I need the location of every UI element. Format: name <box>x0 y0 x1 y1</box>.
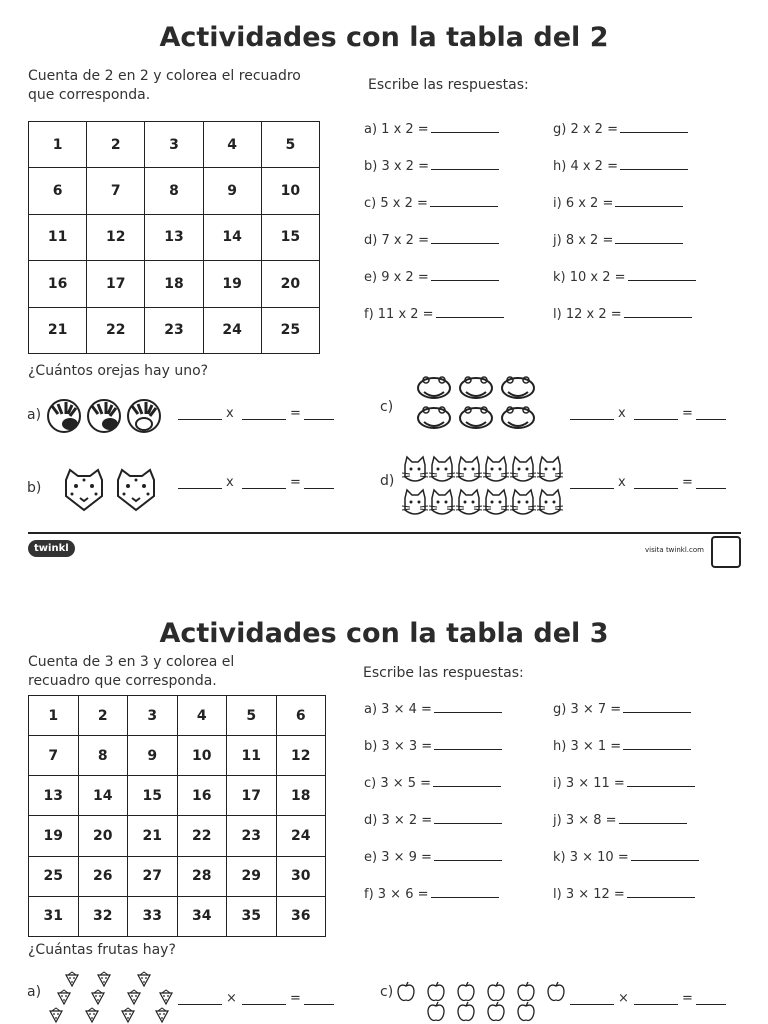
answer-blank[interactable] <box>431 156 499 170</box>
answer-blank[interactable] <box>434 810 502 824</box>
answer-blank[interactable] <box>433 773 501 787</box>
grid-cell[interactable]: 8 <box>78 736 128 776</box>
strawberry-icon <box>50 1008 62 1022</box>
question-item <box>553 773 695 791</box>
equals-symbol: = <box>290 406 301 421</box>
product-blank[interactable] <box>304 409 334 420</box>
cat-group <box>402 455 568 523</box>
question-item <box>364 736 502 754</box>
cheetah-group <box>60 466 160 512</box>
apple-icon <box>458 1002 474 1021</box>
apple-icon <box>518 982 534 1001</box>
grid-cell[interactable]: 10 <box>177 736 227 776</box>
grid-cell[interactable]: 23 <box>145 307 203 353</box>
factor-blank[interactable] <box>242 994 286 1005</box>
instruction-line: Cuenta de 2 en 2 y colorea el recuadro <box>28 68 301 84</box>
grid-cell[interactable]: 6 <box>276 696 326 736</box>
grid-row <box>29 896 326 936</box>
grid-cell[interactable]: 12 <box>276 736 326 776</box>
cat-icon <box>456 457 482 481</box>
equals-symbol: = <box>290 991 301 1006</box>
question-text: c) 5 x 2 = <box>364 196 428 211</box>
hippo-icon <box>460 407 492 428</box>
times-symbol: × <box>226 991 237 1006</box>
question-item <box>553 699 691 717</box>
hippo-icon <box>418 407 450 428</box>
apple-icon <box>428 982 444 1001</box>
factor-blank[interactable] <box>570 409 614 420</box>
grid-row <box>29 816 326 856</box>
cat-icon <box>456 490 482 514</box>
grid-cell[interactable]: 14 <box>203 214 261 260</box>
answer-blank[interactable] <box>628 267 696 281</box>
answer-blank[interactable] <box>434 699 502 713</box>
instruction-line: que corresponda. <box>28 87 151 103</box>
question-item <box>553 267 696 285</box>
grid-cell[interactable]: 31 <box>29 896 79 936</box>
strawberry-icon <box>122 1008 134 1022</box>
product-blank[interactable] <box>304 994 334 1005</box>
grid-cell[interactable]: 3 <box>145 122 203 168</box>
zebra-group <box>44 396 168 436</box>
question-item <box>553 736 691 754</box>
grid-cell[interactable]: 19 <box>203 261 261 307</box>
grid-row <box>29 776 326 816</box>
apple-icon <box>458 982 474 1001</box>
zebra-icon <box>88 400 120 432</box>
question-text: k) 3 × 10 = <box>553 850 629 865</box>
grid-cell[interactable]: 32 <box>78 896 128 936</box>
item-letter: a) <box>27 984 42 1000</box>
grid-cell[interactable]: 20 <box>261 261 319 307</box>
grid-cell[interactable]: 5 <box>261 122 319 168</box>
grid-cell[interactable]: 22 <box>87 307 145 353</box>
question-item <box>553 156 688 174</box>
question-item <box>364 119 499 137</box>
grid-cell[interactable]: 30 <box>276 856 326 896</box>
grid-cell[interactable]: 26 <box>78 856 128 896</box>
answer-blank[interactable] <box>631 847 699 861</box>
grid-cell[interactable]: 11 <box>227 736 277 776</box>
question-text: j) 8 x 2 = <box>553 233 614 248</box>
grid-cell[interactable]: 22 <box>177 816 227 856</box>
hippo-icon <box>502 377 534 398</box>
answer-blank[interactable] <box>431 230 499 244</box>
hippo-icon <box>460 377 492 398</box>
factor-blank[interactable] <box>570 994 614 1005</box>
grid-cell[interactable]: 20 <box>78 816 128 856</box>
grid-cell[interactable]: 2 <box>87 122 145 168</box>
question-text: c) 3 × 5 = <box>364 776 432 791</box>
item-letter: b) <box>27 480 42 496</box>
question-text: h) 3 × 1 = <box>553 739 622 754</box>
factor-blank[interactable] <box>242 409 286 420</box>
question-text: d) 3 × 2 = <box>364 813 433 828</box>
answer-blank[interactable] <box>434 736 502 750</box>
apple-icon <box>548 982 564 1001</box>
question-text: l) 3 × 12 = <box>553 887 625 902</box>
answer-blank[interactable] <box>620 156 688 170</box>
item-letter: c) <box>380 984 394 1000</box>
factor-blank[interactable] <box>634 994 678 1005</box>
question-text: e) 3 × 9 = <box>364 850 432 865</box>
question-item <box>553 119 688 137</box>
cat-icon <box>537 457 563 481</box>
strawberry-icon <box>66 972 78 986</box>
strawberry-icon <box>92 990 104 1004</box>
grid-cell[interactable]: 28 <box>177 856 227 896</box>
grid-cell[interactable]: 10 <box>261 168 319 214</box>
grid-cell[interactable]: 9 <box>203 168 261 214</box>
question-item <box>553 884 695 902</box>
times-symbol: x <box>618 406 626 421</box>
strawberry-icon <box>156 1008 168 1022</box>
page-title: Actividades con la tabla del 3 <box>159 618 609 649</box>
number-grid <box>28 695 326 937</box>
product-blank[interactable] <box>696 409 726 420</box>
grid-cell[interactable]: 34 <box>177 896 227 936</box>
grid-cell[interactable]: 21 <box>29 307 87 353</box>
question-item <box>364 193 498 211</box>
question-item <box>364 267 499 285</box>
factor-blank[interactable] <box>634 409 678 420</box>
grid-cell[interactable]: 13 <box>145 214 203 260</box>
answer-blank[interactable] <box>431 119 499 133</box>
grid-cell[interactable]: 9 <box>128 736 178 776</box>
factor-blank[interactable] <box>178 478 222 489</box>
grid-cell[interactable]: 33 <box>128 896 178 936</box>
question-item <box>364 810 502 828</box>
answer-blank[interactable] <box>619 810 687 824</box>
cat-icon <box>537 490 563 514</box>
cat-icon <box>402 457 428 481</box>
question-item <box>364 884 499 902</box>
apple-icon <box>488 982 504 1001</box>
answer-blank[interactable] <box>436 304 504 318</box>
factor-blank[interactable] <box>242 478 286 489</box>
grid-cell[interactable]: 3 <box>128 696 178 736</box>
grid-cell[interactable]: 1 <box>29 696 79 736</box>
hippo-group <box>414 374 546 436</box>
apple-icon <box>488 1002 504 1021</box>
cheetah-icon <box>66 470 102 510</box>
grid-cell[interactable]: 14 <box>78 776 128 816</box>
equals-symbol: = <box>682 406 693 421</box>
strawberry-icon <box>86 1008 98 1022</box>
apple-icon <box>518 1002 534 1021</box>
question-text: a) 3 × 4 = <box>364 702 432 717</box>
grid-row <box>29 122 320 168</box>
question-item <box>364 847 502 865</box>
question-item <box>553 230 683 248</box>
factor-blank[interactable] <box>570 478 614 489</box>
question-text: j) 3 × 8 = <box>553 813 617 828</box>
cat-icon <box>510 457 536 481</box>
item-letter: a) <box>27 407 42 423</box>
question-item <box>553 304 692 322</box>
grid-instruction <box>28 653 234 691</box>
answer-blank[interactable] <box>623 736 691 750</box>
strawberry-icon <box>160 990 172 1004</box>
question-item <box>364 699 502 717</box>
times-symbol: x <box>618 475 626 490</box>
item-letter: d) <box>380 473 395 489</box>
question-text: e) 9 x 2 = <box>364 270 429 285</box>
question-text: f) 11 x 2 = <box>364 307 434 322</box>
answers-heading: Escribe las respuestas: <box>368 77 529 93</box>
grid-cell[interactable]: 2 <box>78 696 128 736</box>
grid-cell[interactable]: 1 <box>29 122 87 168</box>
equals-symbol: = <box>682 475 693 490</box>
answer-blank[interactable] <box>627 773 695 787</box>
answers-heading: Escribe las respuestas: <box>363 665 524 681</box>
question-text: g) 2 x 2 = <box>553 122 618 137</box>
cat-icon <box>483 457 509 481</box>
cat-icon <box>483 490 509 514</box>
grid-cell[interactable]: 27 <box>128 856 178 896</box>
grid-cell[interactable]: 36 <box>276 896 326 936</box>
hippo-icon <box>502 407 534 428</box>
grid-cell[interactable]: 18 <box>145 261 203 307</box>
question-item <box>553 193 683 211</box>
hippo-icon <box>418 377 450 398</box>
answer-blank[interactable] <box>431 267 499 281</box>
grid-cell[interactable]: 35 <box>227 896 277 936</box>
times-symbol: × <box>618 991 629 1006</box>
answer-blank[interactable] <box>623 699 691 713</box>
answer-blank[interactable] <box>615 193 683 207</box>
grid-row <box>29 736 326 776</box>
question-text: b) 3 × 3 = <box>364 739 433 754</box>
grid-cell[interactable]: 15 <box>261 214 319 260</box>
grid-cell[interactable]: 16 <box>29 261 87 307</box>
instruction-line: recuadro que corresponda. <box>28 673 217 689</box>
number-grid <box>28 121 320 354</box>
grid-cell[interactable]: 7 <box>29 736 79 776</box>
answer-blank[interactable] <box>624 304 692 318</box>
product-blank[interactable] <box>696 478 726 489</box>
grid-cell[interactable]: 18 <box>276 776 326 816</box>
cat-icon <box>429 490 455 514</box>
grid-cell[interactable]: 4 <box>203 122 261 168</box>
question-item <box>364 304 504 322</box>
item-letter: c) <box>380 399 394 415</box>
grid-row <box>29 261 320 307</box>
answer-blank[interactable] <box>627 884 695 898</box>
grid-cell[interactable]: 19 <box>29 816 79 856</box>
grid-cell[interactable]: 5 <box>227 696 277 736</box>
factor-blank[interactable] <box>178 409 222 420</box>
cat-icon <box>510 490 536 514</box>
grid-cell[interactable]: 6 <box>29 168 87 214</box>
question-text: l) 12 x 2 = <box>553 307 622 322</box>
strawberry-icon <box>128 990 140 1004</box>
grid-row <box>29 856 326 896</box>
grid-cell[interactable]: 16 <box>177 776 227 816</box>
factor-blank[interactable] <box>634 478 678 489</box>
apple-group <box>392 978 572 1024</box>
grid-cell[interactable]: 8 <box>145 168 203 214</box>
factor-blank[interactable] <box>178 994 222 1005</box>
product-blank[interactable] <box>304 478 334 489</box>
apple-icon <box>398 982 414 1001</box>
grid-cell[interactable]: 13 <box>29 776 79 816</box>
grid-cell[interactable]: 11 <box>29 214 87 260</box>
grid-row <box>29 696 326 736</box>
cheetah-icon <box>118 470 154 510</box>
question-item <box>553 810 687 828</box>
grid-cell[interactable]: 17 <box>87 261 145 307</box>
grid-cell[interactable]: 15 <box>128 776 178 816</box>
grid-row <box>29 168 320 214</box>
question-item <box>364 773 501 791</box>
times-symbol: x <box>226 475 234 490</box>
grid-row <box>29 307 320 353</box>
answer-blank[interactable] <box>615 230 683 244</box>
question-item <box>553 847 699 865</box>
grid-cell[interactable]: 21 <box>128 816 178 856</box>
cat-icon <box>429 457 455 481</box>
product-blank[interactable] <box>696 994 726 1005</box>
answer-blank[interactable] <box>430 193 498 207</box>
question-item <box>364 156 499 174</box>
grid-cell[interactable]: 25 <box>29 856 79 896</box>
grid-cell[interactable]: 7 <box>87 168 145 214</box>
grid-cell[interactable]: 4 <box>177 696 227 736</box>
picture-question: ¿Cuántas frutas hay? <box>28 942 176 958</box>
question-text: i) 3 × 11 = <box>553 776 625 791</box>
grid-cell[interactable]: 24 <box>203 307 261 353</box>
strawberry-icon <box>58 990 70 1004</box>
grid-cell[interactable]: 24 <box>276 816 326 856</box>
grid-cell[interactable]: 12 <box>87 214 145 260</box>
footer-divider <box>28 532 741 534</box>
zebra-icon <box>128 400 160 432</box>
strawberry-group <box>40 970 180 1024</box>
question-text: g) 3 × 7 = <box>553 702 622 717</box>
times-symbol: x <box>226 406 234 421</box>
footer-link[interactable]: visita twinkl.com <box>645 546 704 554</box>
page-title: Actividades con la tabla del 2 <box>159 22 609 53</box>
apple-icon <box>428 1002 444 1021</box>
zebra-icon <box>48 400 80 432</box>
equals-symbol: = <box>682 991 693 1006</box>
question-text: h) 4 x 2 = <box>553 159 618 174</box>
grid-instruction <box>28 67 301 105</box>
instruction-line: Cuenta de 3 en 3 y colorea el <box>28 654 235 670</box>
answer-blank[interactable] <box>620 119 688 133</box>
question-text: i) 6 x 2 = <box>553 196 614 211</box>
grid-cell[interactable]: 25 <box>261 307 319 353</box>
question-item <box>364 230 499 248</box>
strawberry-icon <box>98 972 110 986</box>
question-text: f) 3 × 6 = <box>364 887 429 902</box>
grid-cell[interactable]: 17 <box>227 776 277 816</box>
grid-row <box>29 214 320 260</box>
question-text: b) 3 x 2 = <box>364 159 429 174</box>
question-text: k) 10 x 2 = <box>553 270 626 285</box>
grid-cell[interactable]: 29 <box>227 856 277 896</box>
equals-symbol: = <box>290 475 301 490</box>
grid-cell[interactable]: 23 <box>227 816 277 856</box>
twinkl-logo: twinkl <box>28 540 75 557</box>
question-text: d) 7 x 2 = <box>364 233 429 248</box>
answer-blank[interactable] <box>434 847 502 861</box>
cat-icon <box>402 490 428 514</box>
picture-question: ¿Cuántos orejas hay uno? <box>28 363 209 379</box>
strawberry-icon <box>138 972 150 986</box>
answer-blank[interactable] <box>431 884 499 898</box>
twinkl-badge-icon <box>711 536 741 568</box>
question-text: a) 1 x 2 = <box>364 122 429 137</box>
